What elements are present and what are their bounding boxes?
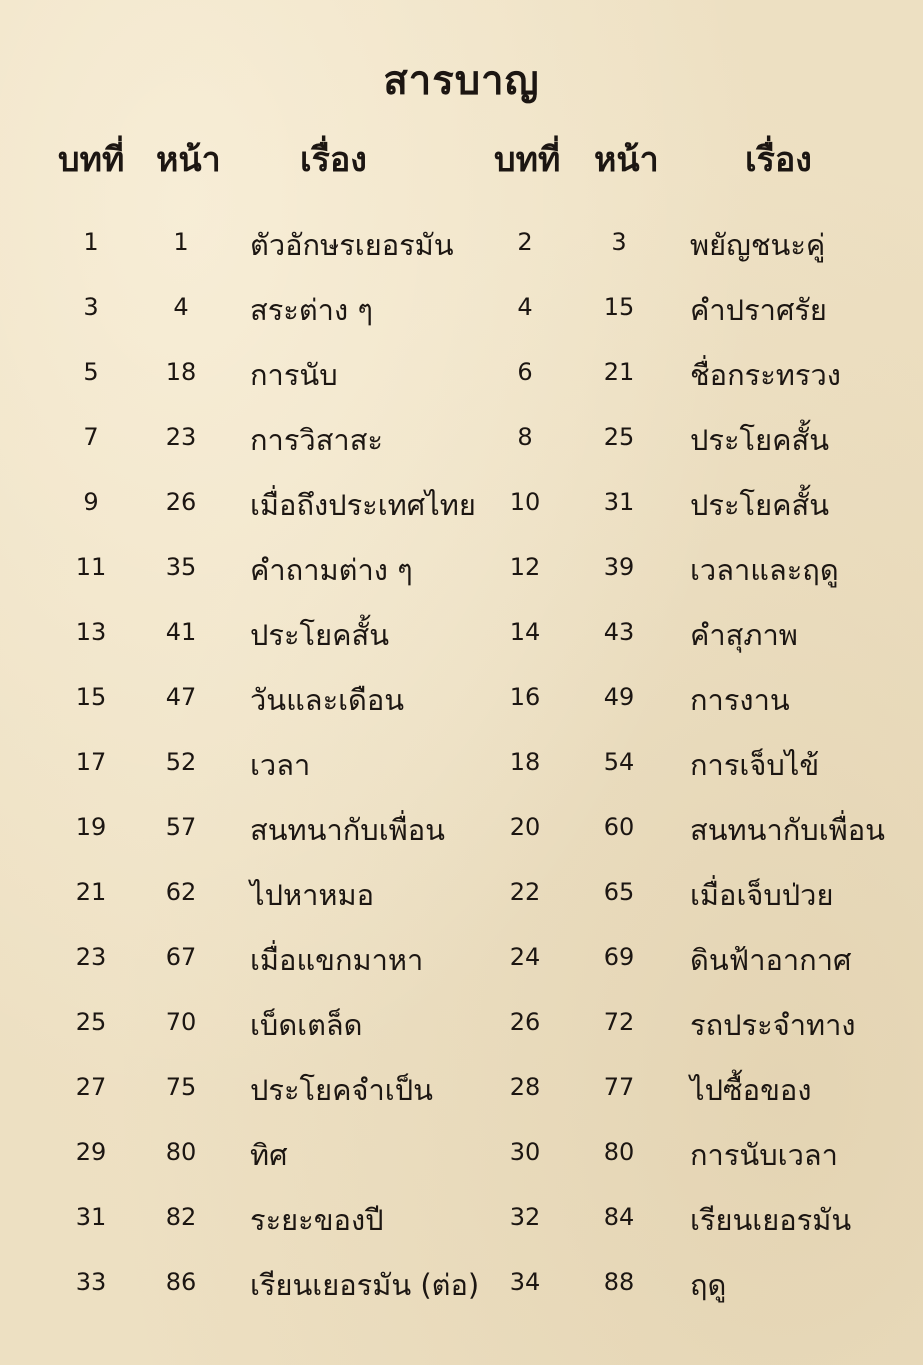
chapter-number: 11 bbox=[75, 553, 107, 581]
chapter-number: 18 bbox=[509, 748, 541, 776]
chapter-number: 3 bbox=[83, 293, 99, 321]
contents-row bbox=[0, 1120, 923, 1185]
chapter-number: 2 bbox=[517, 228, 533, 256]
chapter-number: 1 bbox=[83, 228, 99, 256]
chapter-topic: สระต่าง ๆ bbox=[250, 293, 373, 327]
chapter-topic: เมื่อเจ็บป่วย bbox=[690, 878, 834, 912]
chapter-number: 27 bbox=[75, 1073, 107, 1101]
chapter-number: 12 bbox=[509, 553, 541, 581]
header-page-left: หน้า bbox=[156, 140, 221, 180]
page-number: 26 bbox=[165, 488, 197, 516]
chapter-topic: ไปหาหมอ bbox=[250, 878, 375, 912]
contents-row bbox=[0, 275, 923, 340]
contents-row bbox=[0, 990, 923, 1055]
chapter-number: 4 bbox=[517, 293, 533, 321]
chapter-number: 34 bbox=[509, 1268, 541, 1296]
page-number: 15 bbox=[603, 293, 635, 321]
chapter-topic: คำถามต่าง ๆ bbox=[250, 553, 413, 587]
chapter-topic: การวิสาสะ bbox=[250, 423, 383, 457]
page-number: 86 bbox=[165, 1268, 197, 1296]
chapter-topic: สนทนากับเพื่อน bbox=[690, 813, 885, 847]
page-title: สารบาญ bbox=[383, 58, 540, 104]
chapter-topic: เวลา bbox=[250, 748, 311, 782]
chapter-topic: เมื่อถึงประเทศไทย bbox=[250, 488, 476, 522]
chapter-number: 22 bbox=[509, 878, 541, 906]
chapter-topic: ประโยคสั้น bbox=[690, 488, 830, 522]
contents-row bbox=[0, 665, 923, 730]
chapter-number: 29 bbox=[75, 1138, 107, 1166]
page-number: 82 bbox=[165, 1203, 197, 1231]
chapter-number: 10 bbox=[509, 488, 541, 516]
chapter-number: 6 bbox=[517, 358, 533, 386]
contents-row bbox=[0, 405, 923, 470]
chapter-number: 9 bbox=[83, 488, 99, 516]
page-number: 18 bbox=[165, 358, 197, 386]
page-number: 80 bbox=[165, 1138, 197, 1166]
contents-row bbox=[0, 730, 923, 795]
page-number: 47 bbox=[165, 683, 197, 711]
chapter-number: 19 bbox=[75, 813, 107, 841]
page-number: 31 bbox=[603, 488, 635, 516]
chapter-number: 26 bbox=[509, 1008, 541, 1036]
chapter-topic: ระยะของปี bbox=[250, 1203, 384, 1237]
chapter-topic: ตัวอักษรเยอรมัน bbox=[250, 228, 454, 262]
chapter-topic: ฤดู bbox=[690, 1268, 727, 1302]
chapter-topic: ชื่อกระทรวง bbox=[690, 358, 841, 392]
chapter-topic: ทิศ bbox=[250, 1138, 288, 1172]
chapter-topic: เรียนเยอรมัน bbox=[690, 1203, 852, 1237]
chapter-number: 31 bbox=[75, 1203, 107, 1231]
page-number: 60 bbox=[603, 813, 635, 841]
contents-row bbox=[0, 470, 923, 535]
contents-row bbox=[0, 600, 923, 665]
header-topic-left: เรื่อง bbox=[300, 140, 367, 180]
header-chapter-right: บทที่ bbox=[494, 140, 561, 180]
contents-row bbox=[0, 1250, 923, 1315]
header-page-right: หน้า bbox=[594, 140, 659, 180]
chapter-number: 21 bbox=[75, 878, 107, 906]
chapter-topic: วันและเดือน bbox=[250, 683, 405, 717]
chapter-topic: คำสุภาพ bbox=[690, 618, 798, 652]
page-number: 69 bbox=[603, 943, 635, 971]
chapter-number: 15 bbox=[75, 683, 107, 711]
chapter-topic: เบ็ดเตล็ด bbox=[250, 1008, 363, 1042]
chapter-number: 16 bbox=[509, 683, 541, 711]
page-number: 41 bbox=[165, 618, 197, 646]
page-number: 77 bbox=[603, 1073, 635, 1101]
header-topic-right: เรื่อง bbox=[745, 140, 812, 180]
page-number: 72 bbox=[603, 1008, 635, 1036]
chapter-number: 28 bbox=[509, 1073, 541, 1101]
chapter-number: 8 bbox=[517, 423, 533, 451]
page-number: 80 bbox=[603, 1138, 635, 1166]
chapter-topic: รถประจำทาง bbox=[690, 1008, 856, 1042]
page-number: 57 bbox=[165, 813, 197, 841]
chapter-number: 7 bbox=[83, 423, 99, 451]
chapter-number: 13 bbox=[75, 618, 107, 646]
contents-row bbox=[0, 860, 923, 925]
chapter-topic: ประโยคสั้น bbox=[690, 423, 830, 457]
chapter-topic: การนับเวลา bbox=[690, 1138, 838, 1172]
page-number: 67 bbox=[165, 943, 197, 971]
page-number: 84 bbox=[603, 1203, 635, 1231]
page-number: 70 bbox=[165, 1008, 197, 1036]
contents-row bbox=[0, 795, 923, 860]
chapter-topic: ประโยคสั้น bbox=[250, 618, 390, 652]
page-number: 49 bbox=[603, 683, 635, 711]
chapter-topic: การงาน bbox=[690, 683, 790, 717]
chapter-topic: ไปซื้อของ bbox=[690, 1073, 812, 1107]
header-chapter-left: บทที่ bbox=[58, 140, 125, 180]
contents-row bbox=[0, 210, 923, 275]
page-number: 65 bbox=[603, 878, 635, 906]
chapter-number: 20 bbox=[509, 813, 541, 841]
chapter-topic: เวลาและฤดู bbox=[690, 553, 839, 587]
chapter-topic: เรียนเยอรมัน (ต่อ) bbox=[250, 1268, 480, 1302]
chapter-topic: ประโยคจำเป็น bbox=[250, 1073, 433, 1107]
page-number: 23 bbox=[165, 423, 197, 451]
chapter-topic: เมื่อแขกมาหา bbox=[250, 943, 424, 977]
page-number: 21 bbox=[603, 358, 635, 386]
chapter-topic: การนับ bbox=[250, 358, 338, 392]
page-number: 4 bbox=[173, 293, 189, 321]
chapter-number: 24 bbox=[509, 943, 541, 971]
column-header-row bbox=[0, 132, 923, 192]
chapter-number: 30 bbox=[509, 1138, 541, 1166]
contents-row bbox=[0, 535, 923, 600]
contents-row bbox=[0, 925, 923, 990]
contents-row bbox=[0, 340, 923, 405]
page-number: 62 bbox=[165, 878, 197, 906]
contents-list bbox=[0, 210, 923, 1315]
page-number: 35 bbox=[165, 553, 197, 581]
page-number: 3 bbox=[611, 228, 627, 256]
chapter-number: 23 bbox=[75, 943, 107, 971]
contents-row bbox=[0, 1185, 923, 1250]
chapter-number: 25 bbox=[75, 1008, 107, 1036]
page-number: 52 bbox=[165, 748, 197, 776]
chapter-topic: คำปราศรัย bbox=[690, 293, 827, 327]
page-number: 1 bbox=[173, 228, 189, 256]
chapter-topic: การเจ็บไข้ bbox=[690, 748, 820, 782]
page-number: 54 bbox=[603, 748, 635, 776]
chapter-number: 17 bbox=[75, 748, 107, 776]
page-number: 43 bbox=[603, 618, 635, 646]
page-number: 88 bbox=[603, 1268, 635, 1296]
chapter-topic: ดินฟ้าอากาศ bbox=[690, 943, 852, 977]
chapter-number: 33 bbox=[75, 1268, 107, 1296]
chapter-number: 32 bbox=[509, 1203, 541, 1231]
chapter-topic: สนทนากับเพื่อน bbox=[250, 813, 445, 847]
chapter-number: 14 bbox=[509, 618, 541, 646]
contents-row bbox=[0, 1055, 923, 1120]
page-number: 75 bbox=[165, 1073, 197, 1101]
page-number: 25 bbox=[603, 423, 635, 451]
page-number: 39 bbox=[603, 553, 635, 581]
chapter-topic: พยัญชนะคู่ bbox=[690, 228, 826, 262]
chapter-number: 5 bbox=[83, 358, 99, 386]
